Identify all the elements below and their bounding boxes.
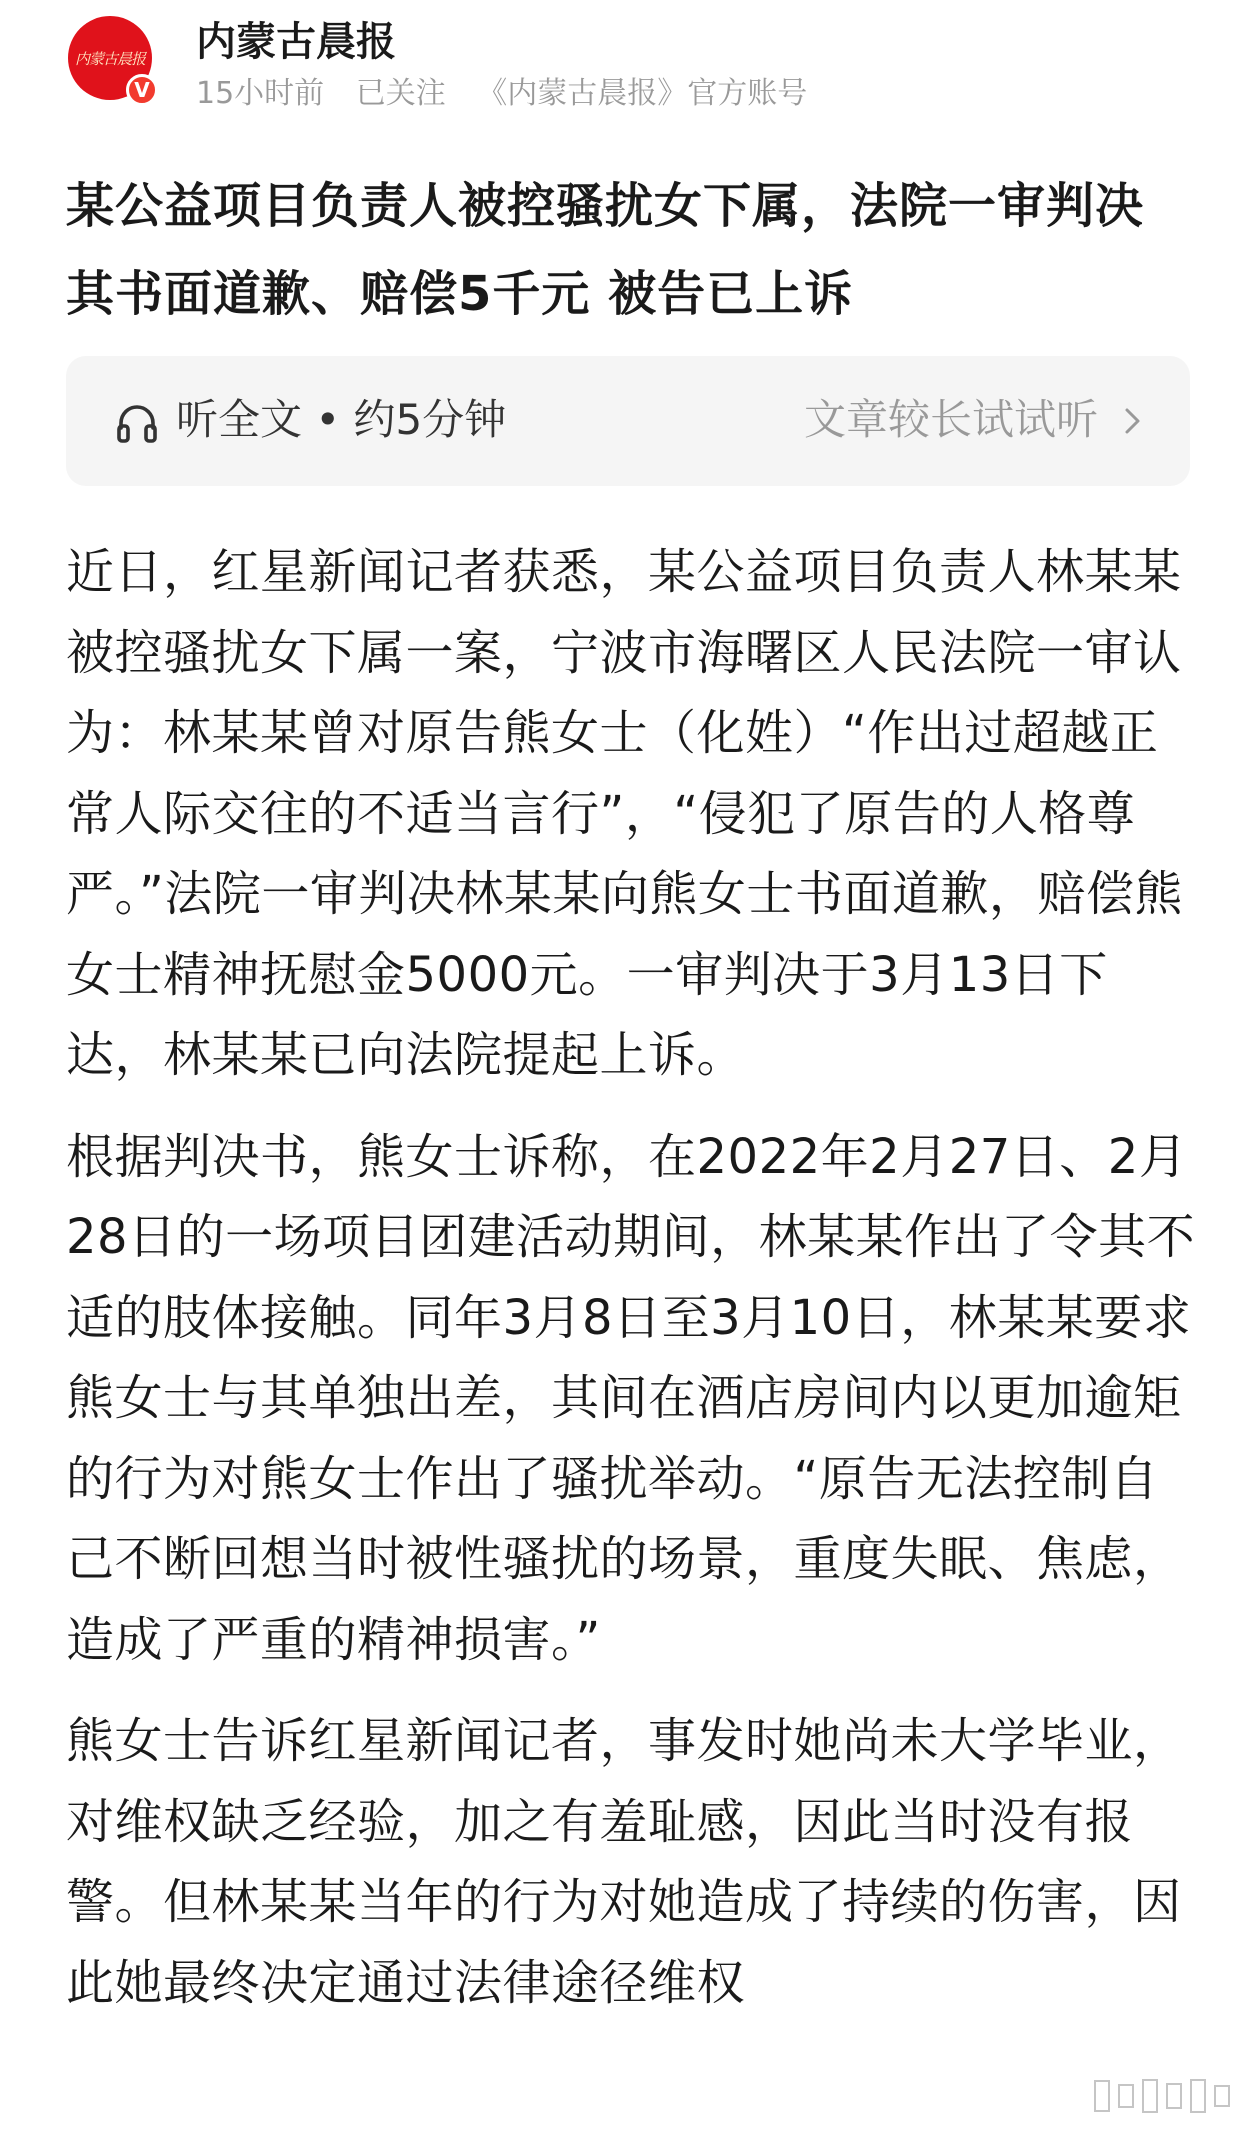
verified-mark: V [134,78,150,102]
account-name[interactable]: 内蒙古晨报 [196,19,396,65]
article-header [68,16,1198,116]
post-time: 15小时前 [196,76,325,111]
headphone-icon [114,400,160,446]
avatar-logo-text: 内蒙古晨报 [74,49,145,68]
account-type: 《内蒙古晨报》官方账号 [477,76,808,111]
article-paragraph-3: 熊女士告诉红星新闻记者，事发时她尚未大学毕业，对维权缺乏经验，加之有羞耻感，因此当时没有报警。但林某某当年的行为对她造成了持续的伤害，因此她最终决定通过法律途径维权 [66,1713,1182,2011]
verified-badge-icon [126,74,158,106]
article-headline: 某公益项目负责人被控骚扰女下属，法院一审判决其书面道歉、赔偿5千元 被告已上诉 [66,178,1145,322]
listen-label: 听全文 • 约5分钟 [176,395,507,444]
listen-hint: 文章较长试试听 [803,395,1098,444]
follow-status[interactable]: 已关注 [355,76,446,111]
article-body [66,532,1196,2044]
article-paragraph-1: 近日，红星新闻记者获悉，某公益项目负责人林某某被控骚扰女下属一案，宁波市海曙区人民法院一审认为：林某某曾对原告熊女士（化姓）“作出过超越正常人际交往的不适当言行”，“侵犯了原告的人格尊严。”法院一审判决林某某向熊女士书面道歉，赔偿熊女士精神抚慰金5000元。一审判决于3月13日下达，林某某已向法院提起上诉。 [66,544,1183,1083]
listen-full-text-button[interactable] [66,356,1190,486]
post-meta [196,76,829,112]
chevron-right-icon [1122,406,1144,436]
article-paragraph-2: 根据判决书，熊女士诉称，在2022年2月27日、2月28日的一场项目团建活动期间，林某某作出了令其不适的肢体接触。同年3月8日至3月10日，林某某要求熊女士与其单独出差，其间在酒店房间内以更加逾矩的行为对熊女士作出了骚扰举动。“原告无法控制自己不断回想当时被性骚扰的场景，重度失眠、焦虑，造成了严重的精神损害。” [66,1128,1196,1668]
watermark-logo-icon [1020,2076,1230,2116]
